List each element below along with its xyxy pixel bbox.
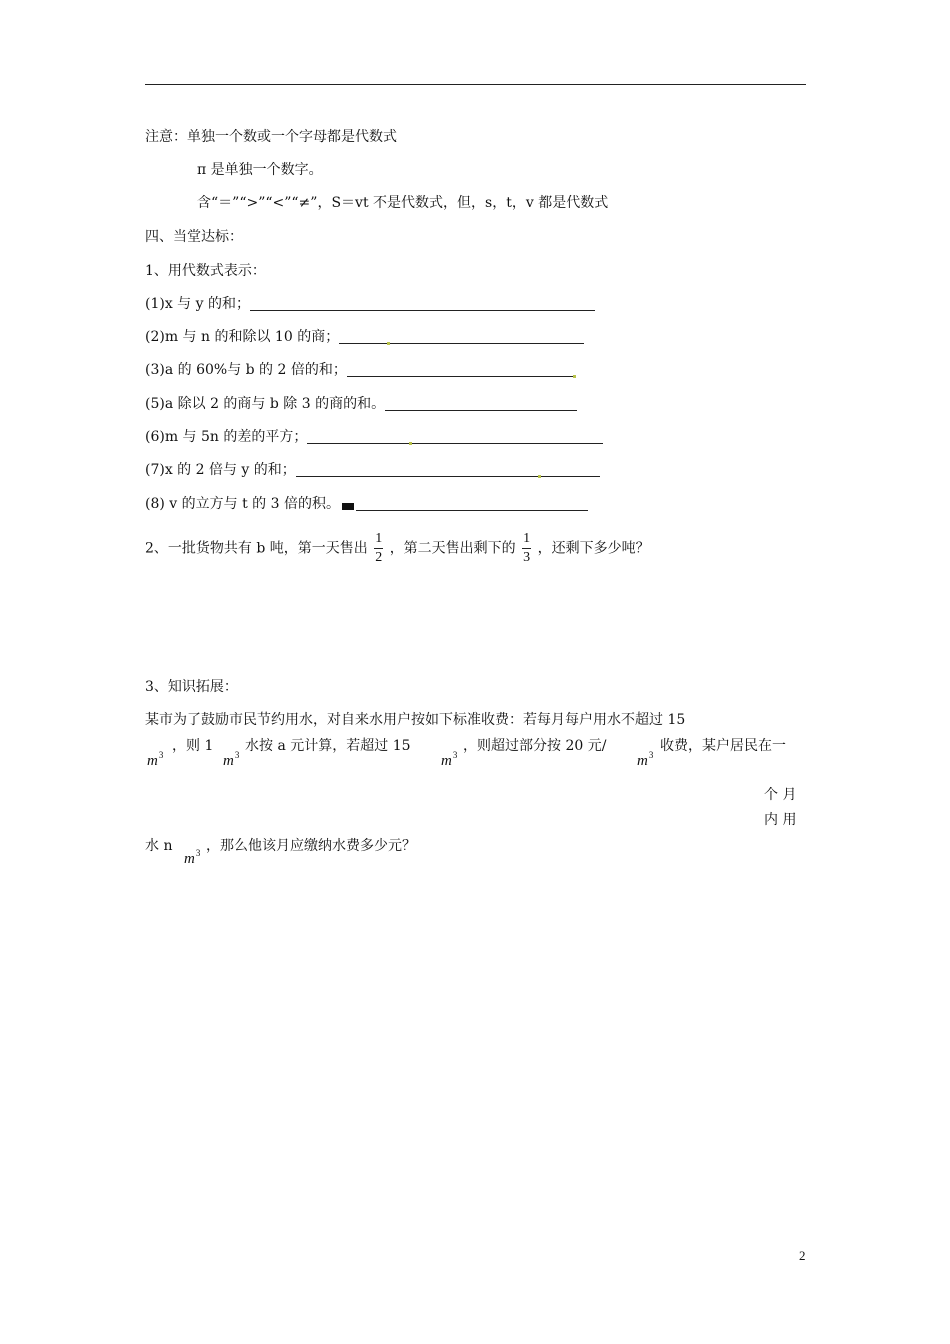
- q3-line-2d: 收费，某户居民在一: [660, 738, 786, 754]
- note-line-3: 含“＝”“>”“<”“≠”，S＝vt 不是代数式，但，s，t，v 都是代数式: [197, 195, 609, 211]
- q3-title: 3、知识拓展：: [145, 679, 238, 695]
- q1-item-1-text: (1)x 与 y 的和；: [145, 296, 250, 312]
- fraction-1-denominator: 2: [375, 550, 383, 565]
- q1-item-3-text: (3)a 的 60%与 b 的 2 倍的和；: [145, 362, 347, 378]
- q3-right-text-2: 内 用: [764, 812, 797, 828]
- q1-item-5: [145, 394, 577, 414]
- q1-item-8: [145, 494, 588, 514]
- q1-item-2-text: (2)m 与 n 的和除以 10 的商；: [145, 329, 340, 345]
- unit-cubic-meter-5: $m^3$: [184, 848, 201, 867]
- q1-item-5-text: (5)a 除以 2 的商与 b 除 3 的商的和。: [145, 396, 386, 412]
- q3-line-2a: ，则 1: [172, 738, 214, 754]
- q1-item-6-text: (6)m 与 5n 的差的平方；: [145, 429, 308, 445]
- q1-item-8-text: (8) v 的立方与 t 的 3 倍的积。: [145, 496, 340, 512]
- q2-line: [145, 530, 650, 567]
- fraction-one-third: [522, 530, 531, 567]
- fraction-2-denominator: 3: [523, 550, 531, 565]
- q1-item-3: [145, 360, 575, 380]
- answer-blank-1[interactable]: [250, 296, 595, 311]
- header-rule: [145, 84, 806, 85]
- q3-line-4b: ，那么他该月应缴纳水费多少元？: [206, 838, 416, 854]
- unit-cubic-meter-2: $m^3$: [223, 750, 240, 769]
- page-number: 2: [799, 1248, 806, 1263]
- unit-cubic-meter-4: $m^3$: [637, 750, 654, 769]
- answer-blank-8[interactable]: [356, 496, 588, 511]
- fraction-2-numerator: 1: [522, 530, 531, 549]
- answer-blank-3[interactable]: [347, 362, 575, 377]
- answer-blank-5[interactable]: [385, 396, 577, 411]
- q3-line-2c: ，则超过部分按 20 元/: [463, 738, 607, 754]
- answer-blank-2[interactable]: [339, 329, 584, 344]
- q2-text-3: ，还剩下多少吨？: [537, 540, 650, 557]
- fraction-one-half: [374, 530, 383, 567]
- q3-line-2b: 水按 a 元计算，若超过 15: [245, 738, 411, 754]
- answer-blank-7[interactable]: [296, 462, 600, 477]
- q2-text-1: 2、一批货物共有 b 吨，第一天售出: [145, 540, 368, 557]
- q1-item-7: [145, 460, 600, 480]
- q3-line-1: 某市为了鼓励市民节约用水，对自来水用户按如下标准收费：若每月每户用水不超过 15: [145, 712, 686, 728]
- q1-item-6: [145, 427, 603, 447]
- q3-right-text-1: 个 月: [764, 787, 797, 803]
- unit-cubic-meter-1: $m^3$: [147, 750, 164, 769]
- q3-line-4a: 水 n: [145, 838, 173, 854]
- q1-item-7-text: (7)x 的 2 倍与 y 的和；: [145, 462, 296, 478]
- note-line-1: 注意：单独一个数或一个字母都是代数式: [145, 129, 397, 145]
- q1-item-2: [145, 327, 584, 347]
- note-line-2: π 是单独一个数字。: [197, 162, 323, 178]
- section-4-heading: 四、当堂达标：: [145, 229, 243, 245]
- q1-title: 1、用代数式表示：: [145, 263, 266, 279]
- q2-text-2: ，第二天售出剩下的: [389, 540, 516, 557]
- unit-cubic-meter-3: $m^3$: [441, 750, 458, 769]
- square-mark-icon: [342, 503, 354, 510]
- answer-blank-6[interactable]: [307, 429, 603, 444]
- fraction-1-numerator: 1: [374, 530, 383, 549]
- q1-item-1: [145, 294, 595, 314]
